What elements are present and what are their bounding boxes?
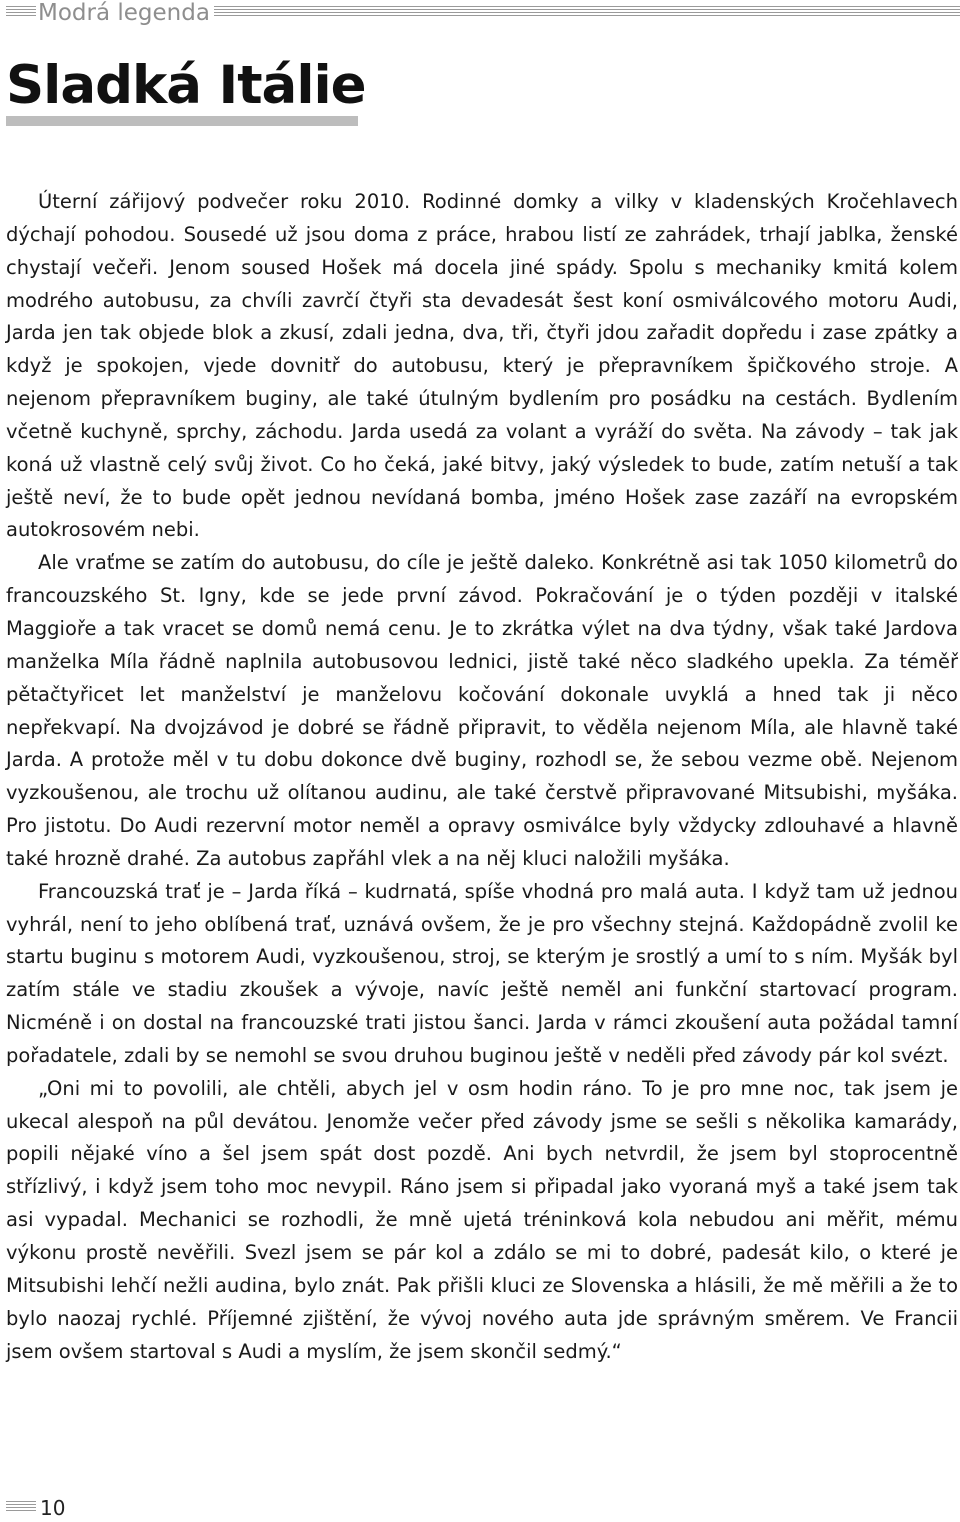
paragraph: Ale vraťme se zatím do autobusu, do cíle je ještě daleko. Konkrétně asi tak 1050 kilometrů do francouzského St. Igny, kde se jede první závod. Pokračování je o týden později v italské Maggioře a tak vracet se domů nemá cenu. Je to zkrátka výlet na dva týdny, však také Jardova manželka Míla řádně naplnila autobusovou lednici, jistě také něco sladkého upekla. Za téměř pětačtyřicet let manželství je manželovu kočování dokonale uvyklá a hned tak ji něco nepřekvapí. Na dvojzávod je dobré se řádně připravit, to věděla nejenom Míla, ale hlavně také Jarda. A protože měl v tu dobu dokonce dvě buginy, rozhodl se, že sebou vezme obě. Nejenom vyzkoušenou, ale trochu už olítanou audinu, ale také čerstvě připravované Mitsubishi, myšáka. Pro jistotu. Do Audi rezervní motor neměl a opravy osmiválce byly vždycky zdlouhavé a hlavně také hrozně drahé. Za autobus zapřáhl vlek a na něj kluci naložili myšáka.	[6, 551, 958, 870]
paragraph: Francouzská trať je – Jarda říká – kudrnatá, spíše vhodná pro malá auta. I když tam už jednou vyhrál, není to jeho oblíbená trať, uznává ovšem, že je pro všechny stejná. Každopádně zvolil ke startu buginu s motorem Audi, vyzkoušenou, stroj, se kterým je srostlý a umí to s ním. Myšák byl zatím stále ve stadiu zkoušek a vývoje, navíc ještě neměl ani funkční startovací program. Nicméně i on dostal na francouzské trati jistou šanci. Jarda v rámci zkoušení auta požádal tamní pořadatele, zdali by se nemohl se svou druhou buginou ještě v neděli před závody pár kol svézt.	[6, 879, 958, 1067]
header-rule-right	[214, 6, 960, 17]
page-footer	[0, 1494, 200, 1522]
header-rule-left	[6, 6, 36, 17]
section-label: Modrá legenda	[38, 0, 210, 26]
title-underline-bar	[6, 116, 358, 126]
footer-rule	[6, 1501, 36, 1512]
paragraph: Úterní zářijový podvečer roku 2010. Rodinné domky a vilky v kladenských Kročehlavech dýchají pohodou. Sousedé už jsou doma z práce, hrabou listí ze zahrádek, trhají jablka, ženské chystají večeři. Jenom soused Hošek má docela jiné spády. Spolu s mechaniky kmitá kolem modrého autobusu, za chvíli zavrčí čtyři sta devadesát šest koní osmiválcového motoru Audi, Jarda jen tak objede blok a zkusí, zdali jedna, dva, tři, čtyři jdou zařadit dopředu i zase zpátky a když je spokojen, vjede dovnitř do autobusu, který je přepravníkem špičkového stroje. A nejenom přepravníkem buginy, ale také útulným bydlením pro posádku na cestách. Bydlením včetně kuchyně, sprchy, záchodu. Jarda usedá za volant a vyráží do světa. Na závody – tak jak koná už vlastně celý svůj život. Co ho čeká, jaké bitvy, jaký výsledek to bude, zatím netuší a tak ještě neví, že to bude opět jednou nevídaná bomba, jméno Hošek zase zazáří na evropském autokrosovém nebi.	[6, 190, 958, 542]
running-header	[0, 0, 960, 26]
article-body	[6, 186, 958, 1368]
article-title: Sladká Itálie	[6, 55, 366, 116]
page-number: 10	[40, 1496, 66, 1520]
paragraph: „Oni mi to povolili, ale chtěli, abych jel v osm hodin ráno. To je pro mne noc, tak jsem je ukecal alespoň na půl devátou. Jenomže večer před závody jsme se sešli s několika kamarády, popili nějaké víno a šel jsem spát dost pozdě. Ani bych netvrdil, že jsem byl stoprocentně střízlivý, i když jsem toho moc nevypil. Ráno jsem si připadal jako vyoraná myš a také jsem tak asi vypadal. Mechanici se rozhodli, že mně ujetá tréninková kola nebudou ani měřit, mému výkonu prostě nevěřili. Svezl jsem se pár kol a zdálo se mi to dobré, padesát kilo, o které je Mitsubishi lehčí nežli audina, bylo znát. Pak přišli kluci ze Slovenska a hlásili, že mě měřili a že to bylo naozaj rychlé. Příjemné zjištění, že vývoj nového auta jde správným směrem. Ve Francii jsem ovšem startoval s Audi a myslím, že jsem skončil sedmý.“	[6, 1076, 958, 1363]
